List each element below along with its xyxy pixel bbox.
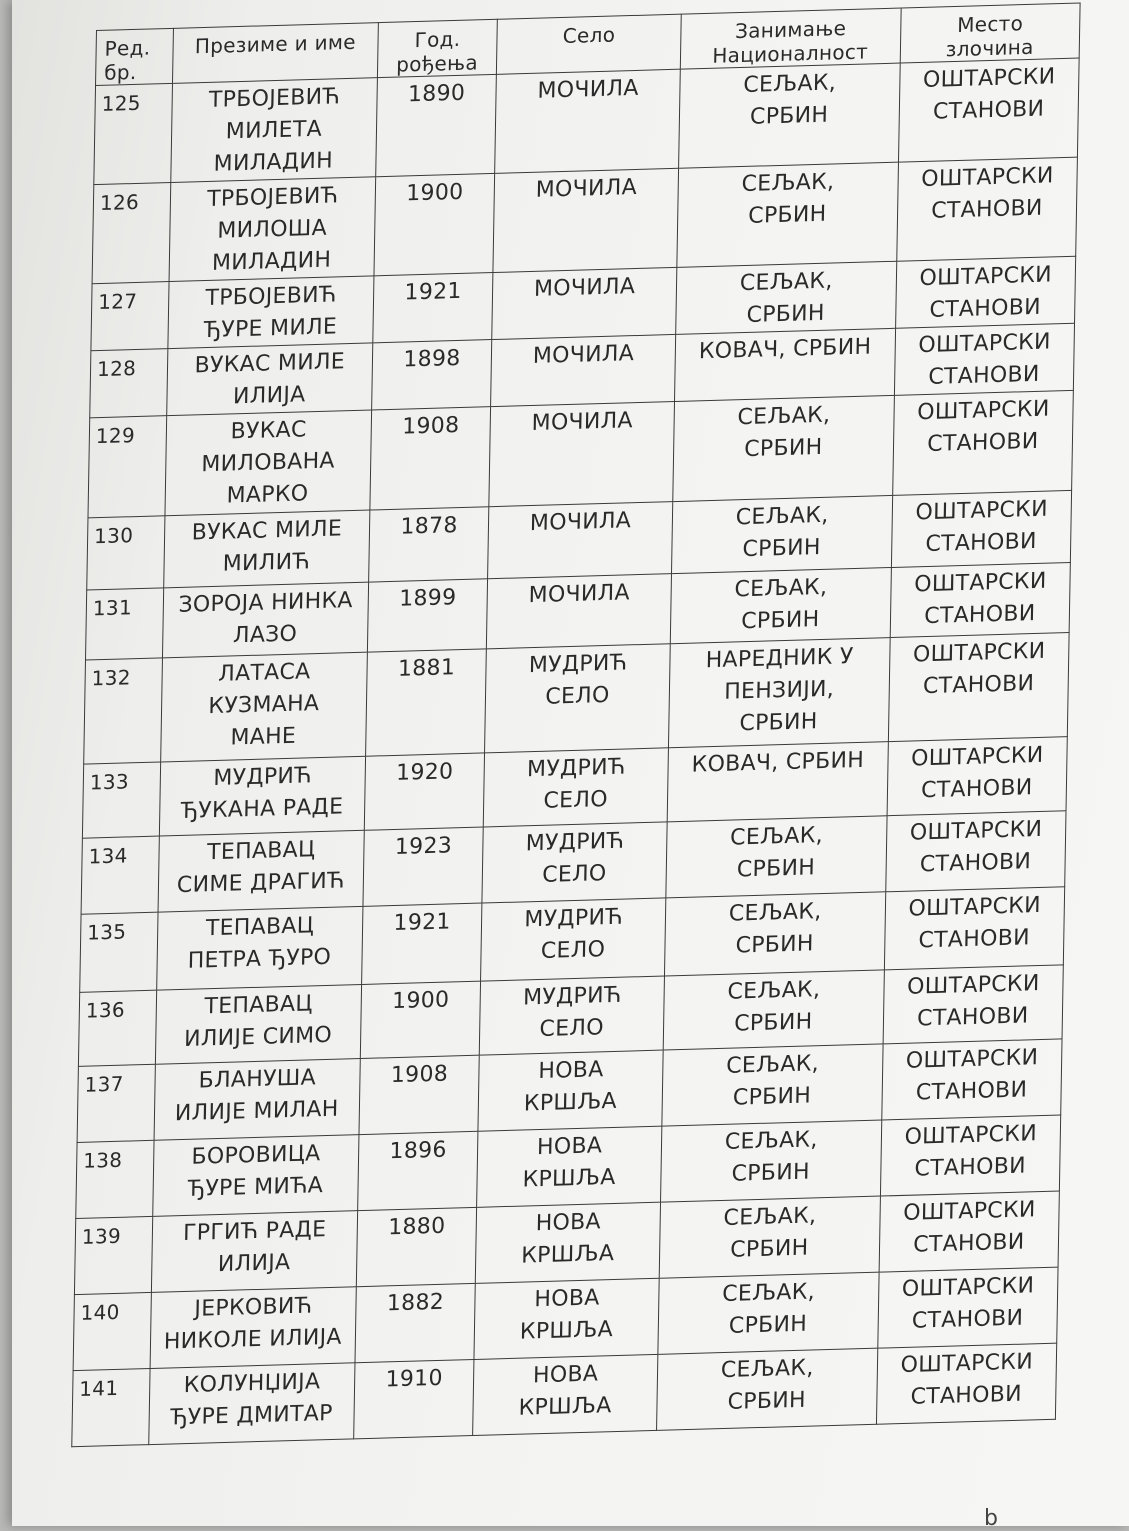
cell-line: ОШТАРСКИ [912,638,1046,668]
cell-birth-year: 1900 [374,173,495,275]
cell-line: СРБИН [727,1387,807,1415]
cell-line: КРШЉА [521,1240,615,1269]
cell-birth-year: 1921 [373,273,494,343]
cell-line: МОЧИЛА [529,508,632,537]
cell-line: КУЗМАНА [208,691,320,720]
cell-line: НОВА [538,1057,604,1085]
cell-line: НОВА [536,1133,603,1161]
cell-line: СРБИН [730,1235,809,1263]
cell-line: СЕЉАК, [725,1051,820,1079]
cell-line: Презиме и име [194,29,357,59]
cell-birth-year: 1910 [353,1359,474,1438]
header-name [172,23,378,84]
cell-line: СРБИН [741,607,820,635]
cell-line: СТАНОВИ [911,1305,1024,1334]
cell-crime-place [880,1115,1061,1196]
cell-line: Занимање [734,16,847,44]
cell-number: 129 [88,416,167,518]
cell-name [169,177,376,282]
cell-occupation-nationality [674,328,895,401]
cell-line: СРБИН [733,1009,813,1037]
cell-line: СЕЉАК, [735,502,829,531]
cell-line: МУДРИЋ [213,763,312,792]
cell-line: КРШЉА [518,1393,612,1421]
cell-line: ПЕТРА ЂУРО [187,944,332,974]
cell-line: КРШЉА [522,1164,616,1193]
cell-name [149,1363,355,1445]
cell-crime-place [876,1343,1057,1424]
cell-line: МУДРИЋ [525,828,625,857]
cell-number: 133 [82,762,160,838]
cell-line: ЛАТАСА [218,659,311,687]
cell-name [160,652,367,762]
cell-village [488,502,673,579]
cell-line: ВУКАС [230,417,307,445]
cell-number: 125 [94,83,173,184]
cell-occupation-nationality [671,495,892,573]
cell-birth-year: 1920 [364,753,485,830]
cell-occupation-nationality [659,1196,880,1278]
cell-name [168,276,374,349]
cell-line: КОВАЧ, СРБИН [698,334,872,365]
cell-line: СЕЉАК, [720,1355,814,1384]
cell-line: СЕЛО [543,786,609,814]
book-page [12,0,1129,1531]
cell-crime-place [892,390,1073,495]
cell-line: СРБИН [749,102,829,130]
cell-crime-place [877,1267,1058,1348]
cell-line: ОШТАРСКИ [921,163,1054,193]
cell-birth-year: 1923 [363,827,484,906]
header-village [497,14,681,74]
cell-village [492,267,677,339]
cell-occupation-nationality [676,261,897,334]
cell-line: СРБИН [732,1083,812,1111]
cell-line: СТАНОВИ [928,361,1040,390]
cell-occupation-nationality [678,63,899,168]
cell-line: ОШТАРСКИ [905,1045,1039,1074]
cell-village [495,69,680,173]
cell-name [153,1135,359,1217]
cell-line: Ред. [104,35,151,61]
cell-line: ОШТАРСКИ [906,971,1040,1000]
cell-line: СЕЛО [540,937,606,964]
cell-occupation-nationality [667,742,888,822]
cell-line: СЕЉАК, [729,823,824,851]
cell-line: ИЛИЈЕ СИМО [183,1022,333,1052]
cell-line: МОЧИЛА [531,408,634,436]
cell-crime-place [879,1191,1060,1272]
header-birth-year [377,19,497,77]
cell-line: МОЧИЛА [533,274,636,302]
cell-crime-place [890,563,1070,638]
cell-line: СТАНОВИ [925,528,1037,558]
victims-table [71,2,1080,1447]
cell-number: 141 [72,1369,150,1447]
cell-line: КОВАЧ, СРБИН [691,747,865,778]
header-crime-place [900,3,1080,63]
cell-occupation-nationality [670,568,891,644]
cell-line: МАНЕ [230,723,297,751]
cell-line: НОВА [535,1209,602,1237]
cell-line: СТАНОВИ [920,775,1033,804]
header-number [96,28,174,85]
cell-line: СТАНОВИ [914,1153,1027,1182]
cell-line: ОШТАРСКИ [915,496,1049,526]
cell-occupation-nationality [662,1044,883,1126]
cell-line: МОЧИЛА [535,174,638,203]
table-body [72,58,1079,1447]
cell-line: БЛАНУША [198,1065,317,1094]
cell-line: ЈЕРКОВИЋ [194,1293,313,1322]
cell-line: МУДРИЋ [524,904,624,933]
cell-name [159,756,365,836]
cell-village [485,644,670,753]
cell-line: СЕЛО [545,682,610,710]
cell-line: ОШТАРСКИ [922,64,1056,93]
cell-name [155,984,361,1064]
cell-line: ГРГИЋ РАДЕ [182,1217,327,1247]
cell-birth-year: 1908 [370,407,491,510]
cell-line: СТАНОВИ [918,925,1031,954]
cell-number: 127 [91,282,169,351]
cell-occupation-nationality [677,162,898,267]
cell-line: ИЛИЈА [232,382,306,410]
cell-line: ИЛИЈА [217,1250,291,1278]
cell-number: 130 [87,516,165,590]
cell-line: ЛАЗО [232,621,298,649]
cell-crime-place [883,965,1064,1044]
cell-line: ИЛИЈЕ МИЛАН [174,1096,339,1127]
cell-line: СЕЉАК, [734,574,828,603]
cell-line: БОРОВИЦА [191,1141,321,1170]
cell-village [473,1354,658,1435]
cell-line: ОШТАРСКИ [919,262,1053,292]
cell-line: СТАНОВИ [919,849,1032,878]
cell-village [487,574,672,649]
cell-line: СЕЛО [541,861,607,888]
cell-line: НОВА [532,1361,599,1389]
cell-line: ОШТАРСКИ [908,892,1042,922]
cell-occupation-nationality [664,892,885,976]
cell-line: ОШТАРСКИ [909,816,1043,846]
cell-line: ТРБОЈЕВИЋ [206,183,339,212]
page-mark: b [984,1506,998,1531]
cell-name [164,510,370,588]
victims-table-wrapper [71,2,1080,1447]
cell-line: СРБИН [739,709,818,737]
cell-line: НАРЕДНИК У [705,644,854,674]
cell-number: 128 [90,349,168,418]
cell-line: СЕЉАК, [739,268,833,297]
cell-line: ОШТАРСКИ [913,568,1047,598]
cell-line: КРШЉА [519,1317,614,1345]
cell-birth-year: 1880 [356,1207,477,1286]
cell-occupation-nationality [658,1272,879,1354]
cell-line: СЕЉАК, [737,402,831,431]
cell-line: ОШТАРСКИ [916,396,1050,426]
cell-line: Националност [712,39,869,68]
cell-name [150,1287,356,1369]
cell-line: СЕЉАК, [743,70,837,98]
cell-name [165,410,372,516]
cell-line: СЕЛО [539,1015,605,1043]
cell-line: МИЛОША [217,215,328,244]
cell-village [480,976,665,1055]
cell-birth-year: 1908 [359,1055,480,1134]
cell-name [154,1059,360,1141]
cell-line: ТРБОЈЕВИЋ [208,84,341,113]
cell-occupation-nationality [666,816,887,898]
cell-line: СТАНОВИ [931,195,1043,224]
cell-line: МОЧИЛА [528,580,631,609]
cell-village [484,748,669,827]
cell-line: СРБИН [744,434,823,463]
cell-crime-place [887,737,1068,816]
cell-occupation-nationality [673,395,895,501]
cell-number: 136 [78,990,156,1066]
cell-line: ЗОРОЈА НИНКА [178,588,353,618]
cell-line: ОШТАРСКИ [904,1121,1038,1150]
cell-line: КРШЉА [523,1088,618,1117]
cell-line: СРБИН [742,534,821,563]
cell-crime-place [884,887,1065,970]
cell-number: 132 [84,658,163,764]
cell-number: 131 [86,588,164,660]
cell-birth-year: 1898 [371,340,492,410]
cell-crime-place [896,157,1077,261]
cell-line: СРБИН [736,855,816,883]
cell-line: ЂУРЕ МИЋА [187,1173,324,1202]
cell-line: НОВА [534,1285,600,1313]
cell-line: СЕЉАК, [721,1279,816,1308]
cell-name [157,906,363,990]
cell-line: ЂУРЕ ДМИТАР [169,1400,333,1431]
cell-birth-year: 1881 [365,649,486,756]
cell-line: СЕЉАК, [723,1203,817,1231]
cell-line: МОЧИЛА [537,75,639,104]
cell-line: СРБИН [746,300,825,328]
cell-line: МИЛАДИН [211,247,332,276]
cell-name [151,1211,357,1293]
cell-line: СТАНОВИ [915,1077,1028,1106]
cell-line: Место [956,11,1024,37]
cell-number: 139 [74,1216,152,1294]
cell-line: СРБИН [731,1159,810,1187]
cell-line: ТЕПАВАЦ [206,837,316,866]
cell-line: ЂУКАНА РАДЕ [180,794,344,824]
cell-line: бр. [104,59,137,85]
cell-birth-year: 1896 [357,1131,478,1210]
cell-line: СТАНОВИ [912,1229,1025,1258]
cell-occupation-nationality [663,970,884,1050]
cell-line: рођења [396,50,479,77]
cell-line: МИЛИЋ [222,549,311,577]
cell-line: СТАНОВИ [929,294,1042,323]
header-occupation-nationality [680,8,901,69]
cell-line: ОШТАРСКИ [903,1197,1036,1226]
cell-name [167,343,373,416]
cell-crime-place [881,1039,1062,1120]
cell-occupation-nationality [656,1348,877,1430]
cell-birth-year: 1899 [367,579,488,652]
cell-line: МУДРИЋ [528,650,628,679]
cell-number: 137 [77,1064,155,1142]
cell-line: ВУКАС МИЛЕ [194,349,346,379]
cell-line: СТАНОВИ [932,96,1045,125]
cell-occupation-nationality [668,638,890,748]
cell-village [493,168,678,272]
cell-line: ЂУРЕ МИЛЕ [203,314,338,344]
cell-number: 135 [80,912,158,992]
cell-crime-place [885,811,1066,892]
cell-line: ОШТАРСКИ [901,1273,1035,1302]
cell-village [482,822,667,903]
cell-name [158,830,364,912]
cell-line: СРБИН [748,201,827,229]
cell-line: СТАНОВИ [922,671,1035,700]
cell-line: МИЛАДИН [213,148,334,177]
cell-village [478,1050,663,1131]
cell-line: КОЛУНЏИЈА [183,1369,321,1399]
cell-crime-place [891,490,1072,567]
cell-line: ТЕПАВАЦ [204,991,313,1020]
cell-line: СЕЉАК, [741,169,835,198]
cell-line: НИКОЛЕ ИЛИЈА [163,1324,342,1355]
cell-village [474,1278,659,1359]
cell-crime-place [898,58,1079,162]
cell-crime-place [888,633,1069,742]
cell-line: МУДРИЋ [522,982,622,1011]
cell-birth-year: 1890 [375,74,496,176]
cell-name [171,78,378,183]
cell-line: СЕЉАК, [724,1127,818,1155]
cell-line: Год. [414,26,461,53]
cell-line: СИМЕ ДРАГИЋ [176,868,345,899]
cell-line: ОШТАРСКИ [918,329,1051,359]
cell-village [476,1202,661,1283]
cell-line: ТРБОЈЕВИЋ [205,282,337,312]
cell-line: Село [562,22,616,48]
cell-line: ОШТАРСКИ [900,1349,1034,1379]
cell-line: СЕЉАК, [727,977,821,1005]
cell-line: СЕЉАК, [728,899,822,927]
cell-line: СТАНОВИ [923,600,1036,630]
cell-birth-year: 1921 [361,903,482,984]
cell-crime-place [894,323,1074,395]
cell-birth-year: 1878 [368,507,489,582]
cell-birth-year: 1900 [360,981,481,1058]
cell-line: СРБИН [728,1311,808,1339]
cell-village [477,1126,662,1207]
cell-occupation-nationality [660,1120,881,1202]
cell-line: ТЕПАВАЦ [205,913,315,942]
cell-line: МУДРИЋ [526,754,626,783]
cell-line: МИЛОВАНА [201,448,335,478]
cell-line: СТАНОВИ [926,428,1039,457]
cell-line: МИЛЕТА [225,116,323,145]
cell-line: злочина [945,34,1034,62]
cell-line: МОЧИЛА [532,341,635,369]
cell-number: 126 [92,182,171,283]
cell-line: СТАНОВИ [910,1381,1023,1410]
cell-line: МАРКО [226,481,309,509]
cell-number: 134 [81,836,159,914]
cell-line: ВУКАС МИЛЕ [191,516,343,546]
cell-name [162,582,368,658]
cell-line: СТАНОВИ [916,1003,1029,1032]
cell-line: СРБИН [735,931,814,959]
cell-line: ОШТАРСКИ [910,742,1044,772]
cell-village [489,401,674,506]
cell-birth-year: 1882 [355,1283,476,1362]
cell-village [491,334,676,406]
cell-number: 138 [76,1140,154,1218]
cell-village [481,898,666,981]
cell-crime-place [895,256,1075,328]
cell-line: ПЕНЗИЈИ, [723,676,835,705]
cell-number: 140 [73,1292,151,1370]
